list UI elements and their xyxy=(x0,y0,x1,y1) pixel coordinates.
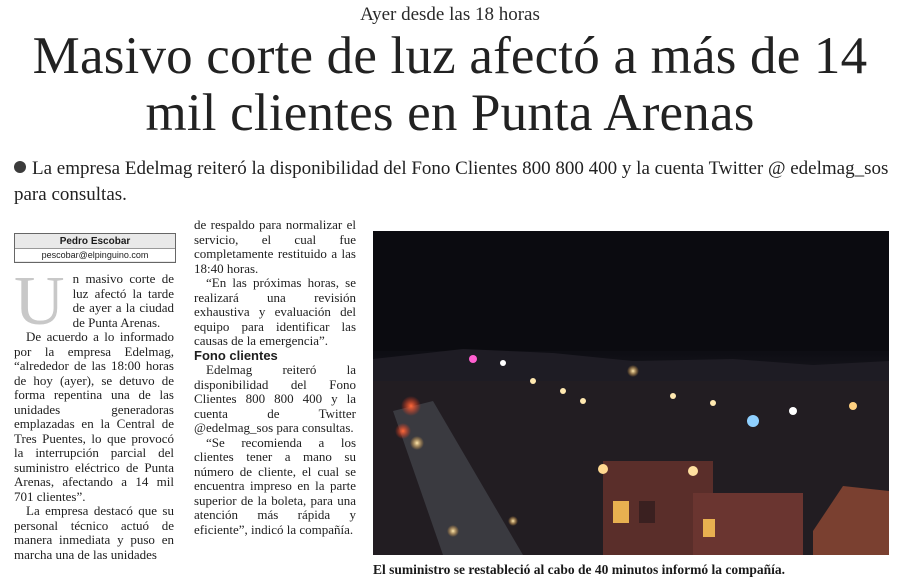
night-city-photo xyxy=(373,231,889,555)
bullet-icon xyxy=(14,161,26,173)
drop-cap: U xyxy=(14,263,65,340)
subheading: Fono clientes xyxy=(194,347,278,363)
byline-email: pescobar@elpinguino.com xyxy=(15,248,175,261)
paragraph-7: “Se recomienda a los clientes tener a mano su número de cliente, el cual se encuentra impreso en la parte superior de la boleta, para una atención más rápida y eficiente”, indicó la compañía. xyxy=(194,434,356,537)
paragraph-1 xyxy=(14,263,174,340)
paragraph-4: de respaldo para normalizar el servicio, el cual fue completamente restituido a las 18:40 horas. xyxy=(194,217,356,276)
lede xyxy=(14,156,894,208)
paragraph-6: Edelmag reiteró la disponibilidad del Fono Clientes 800 800 400 y la cuenta de Twitter @edelmag_sos para consultas. xyxy=(194,362,356,435)
lede-text: La empresa Edelmag reiteró la disponibilidad del Fono Clientes 800 800 400 y la cuenta Twitter @ edelmag_sos para consultas. xyxy=(14,158,889,205)
kicker: Ayer desde las 18 horas xyxy=(360,4,540,25)
byline-name: Pedro Escobar xyxy=(59,236,131,247)
paragraph-5: “En las próximas horas, se realizará una revisión exhaustiva y evaluación del equipo para identificar las causas de la emergencia”. xyxy=(194,275,356,348)
byline xyxy=(14,233,176,263)
headline: Masivo corte de luz afectó a más de 14 mil clientes en Punta Arenas xyxy=(32,27,868,142)
article-column-2 xyxy=(194,218,356,537)
photo-caption: El suministro se restableció al cabo de 40 minutos informó la compañía. xyxy=(373,562,786,577)
paragraph-3: La empresa destacó que su personal técnico actuó de manera inmediata y puso en marcha una de las unidades xyxy=(14,503,174,562)
article-column-1 xyxy=(14,263,174,562)
city-lights-illustration xyxy=(373,231,889,555)
paragraph-2: De acuerdo a lo informado por la empresa Edelmag, “alrededor de las 18:00 horas de hoy (ayer), se detuvo de forma repentina una de las unidades generadoras emplazadas en la Central de Tres Puentes, lo que provocó la interrupción parcial del suministro eléctrico de Punta Arenas, afectando a 14 mil 701 clientes”. xyxy=(14,329,174,504)
paragraph-1-text: n masivo corte de luz afectó la tarde de ayer a la ciudad de Punta Arenas. xyxy=(72,271,174,330)
